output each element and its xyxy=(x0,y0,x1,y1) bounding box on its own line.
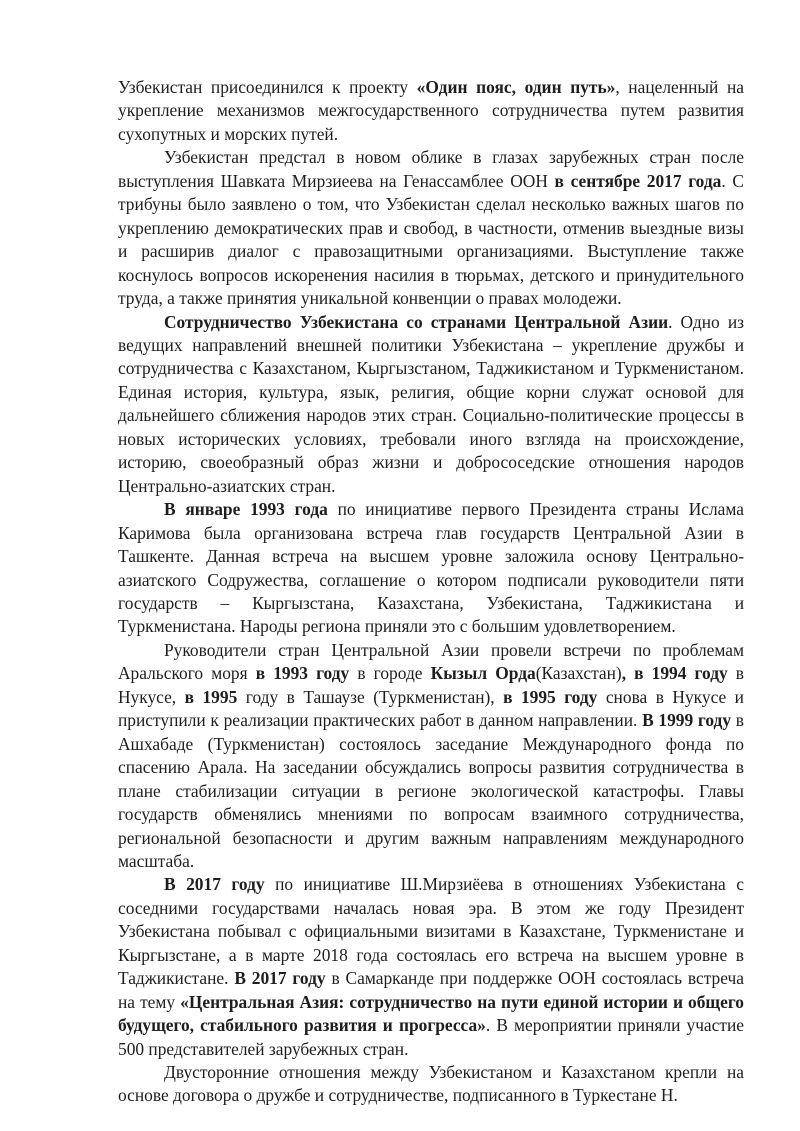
bold-text-run: Кызыл Орда xyxy=(430,663,536,684)
bold-text-run: «Один пояс, один путь» xyxy=(416,77,616,97)
text-run: году в Ташаузе (Туркменистан), xyxy=(237,686,504,707)
bold-text-run: в 1995 году xyxy=(503,686,598,707)
text-run: снова в Нукусе и приступили к реализации практических работ в данном направлении. xyxy=(118,686,744,731)
bold-text-run: В январе 1993 года xyxy=(164,499,328,520)
paragraph xyxy=(118,146,744,310)
bold-text-run: «Центральная Азия: сотрудничество на пути единой истории и общего будущего, стабильного развития и прогресса» xyxy=(118,991,744,1036)
paragraph xyxy=(118,1061,744,1108)
paragraph xyxy=(118,639,744,874)
text-run: Узбекистан предстал в новом облике в глазах зарубежных стран после выступления Шавката Мирзиеева на Генассамблее ООН xyxy=(118,147,744,191)
text-run: по инициативе первого Президента страны Ислама Каримова была организована встреча глав государств Центральной Азии в Ташкенте. Данная встреча на высшем уровне заложила основу Центрально-азиатского Содружества, соглашение о котором подписали руководители пяти государств – Кыргызстана, Казахстана, Узбекистана, Таджикистана и Туркменистана. Народы региона приняли это с большим удовлетворением. xyxy=(118,499,745,637)
text-run: в Нукусе, xyxy=(118,663,745,707)
bold-text-run: В 2017 году xyxy=(234,968,326,989)
bold-text-run: в сентябре 2017 года xyxy=(554,170,722,191)
paragraph xyxy=(118,311,744,499)
bold-text-run: Сотрудничество Узбекистана со странами Центральной Азии xyxy=(164,311,669,332)
paragraph xyxy=(118,76,744,146)
bold-text-run: , в 1994 году xyxy=(621,663,728,684)
text-run: Узбекистан присоединился к проекту xyxy=(118,77,417,97)
text-run: , нацеленный на укрепление механизмов межгосударственного сотрудничества путем развития сухопутных и морских путей. xyxy=(118,77,744,144)
text-run: Двусторонние отношения между Узбекистаном и Казахстаном крепли на основе договора о дружбе и сотрудничестве, подписанного в Туркестане Н. xyxy=(118,1062,744,1106)
bold-text-run: в 1995 xyxy=(184,686,238,707)
text-run: Руководители стран Центральной Азии провели встречи по проблемам Аральского моря xyxy=(118,639,744,684)
document-page xyxy=(118,76,744,1108)
document-body xyxy=(118,76,744,1108)
text-run: в Ашхабаде (Туркменистан) состоялось заседание Международного фонда по спасению Арала. На заседании обсуждались вопросы развития сотрудничества в плане стабилизации ситуации в регионе экологической катастрофы. Главы государств обменялись мнениями по вопросам взаимного сотрудничества, региональной безопасности и другим важным направлениям международного масштаба. xyxy=(118,710,744,871)
text-run: (Казахстан) xyxy=(535,663,622,684)
bold-text-run: В 1999 году xyxy=(642,710,732,731)
paragraph xyxy=(118,873,744,1061)
text-run: . В мероприятии приняли участие 500 представителей зарубежных стран. xyxy=(118,1015,744,1059)
text-run: . Одно из ведущих направлений внешней политики Узбекистана – укрепление дружбы и сотрудничества с Казахстаном, Кыргызстаном, Таджикистаном и Туркменистаном. Единая история, культура, язык, религия, общие корни служат основой для дальнейшего сближения народов этих стран. Социально-политические процессы в новых исторических условиях, требовали иного взгляда на происхождение, историю, своеобразный образ жизни и добрососедские отношения народов Центрально-азиатских стран. xyxy=(118,311,744,496)
text-run: в Самарканде при поддержке ООН состоялась встреча на тему xyxy=(118,968,745,1012)
text-run: по инициативе Ш.Мирзиёева в отношениях Узбекистана с соседними государствами началась новая эра. В этом же году Президент Узбекистана побывал с официальными визитами в Казахстане, Туркменистане и Кыргызстане, а в марте 2018 года состоялась его встреча на высшем уровне в Таджикистане. xyxy=(118,874,744,989)
text-run: в городе xyxy=(349,663,431,684)
bold-text-run: в 1993 году xyxy=(255,663,350,684)
text-run: . С трибуны было заявлено о том, что Узбекистан сделал несколько важных шагов по укреплению демократических прав и свобод, в частности, отменив выездные визы и расширив диалог с правозащитными организациями. Выступление также коснулось вопросов искоренения насилия в тюрьмах, детского и принудительного труда, а также принятия уникальной конвенции о правах молодежи. xyxy=(118,170,744,309)
bold-text-run: В 2017 году xyxy=(164,874,265,895)
paragraph xyxy=(118,498,744,639)
